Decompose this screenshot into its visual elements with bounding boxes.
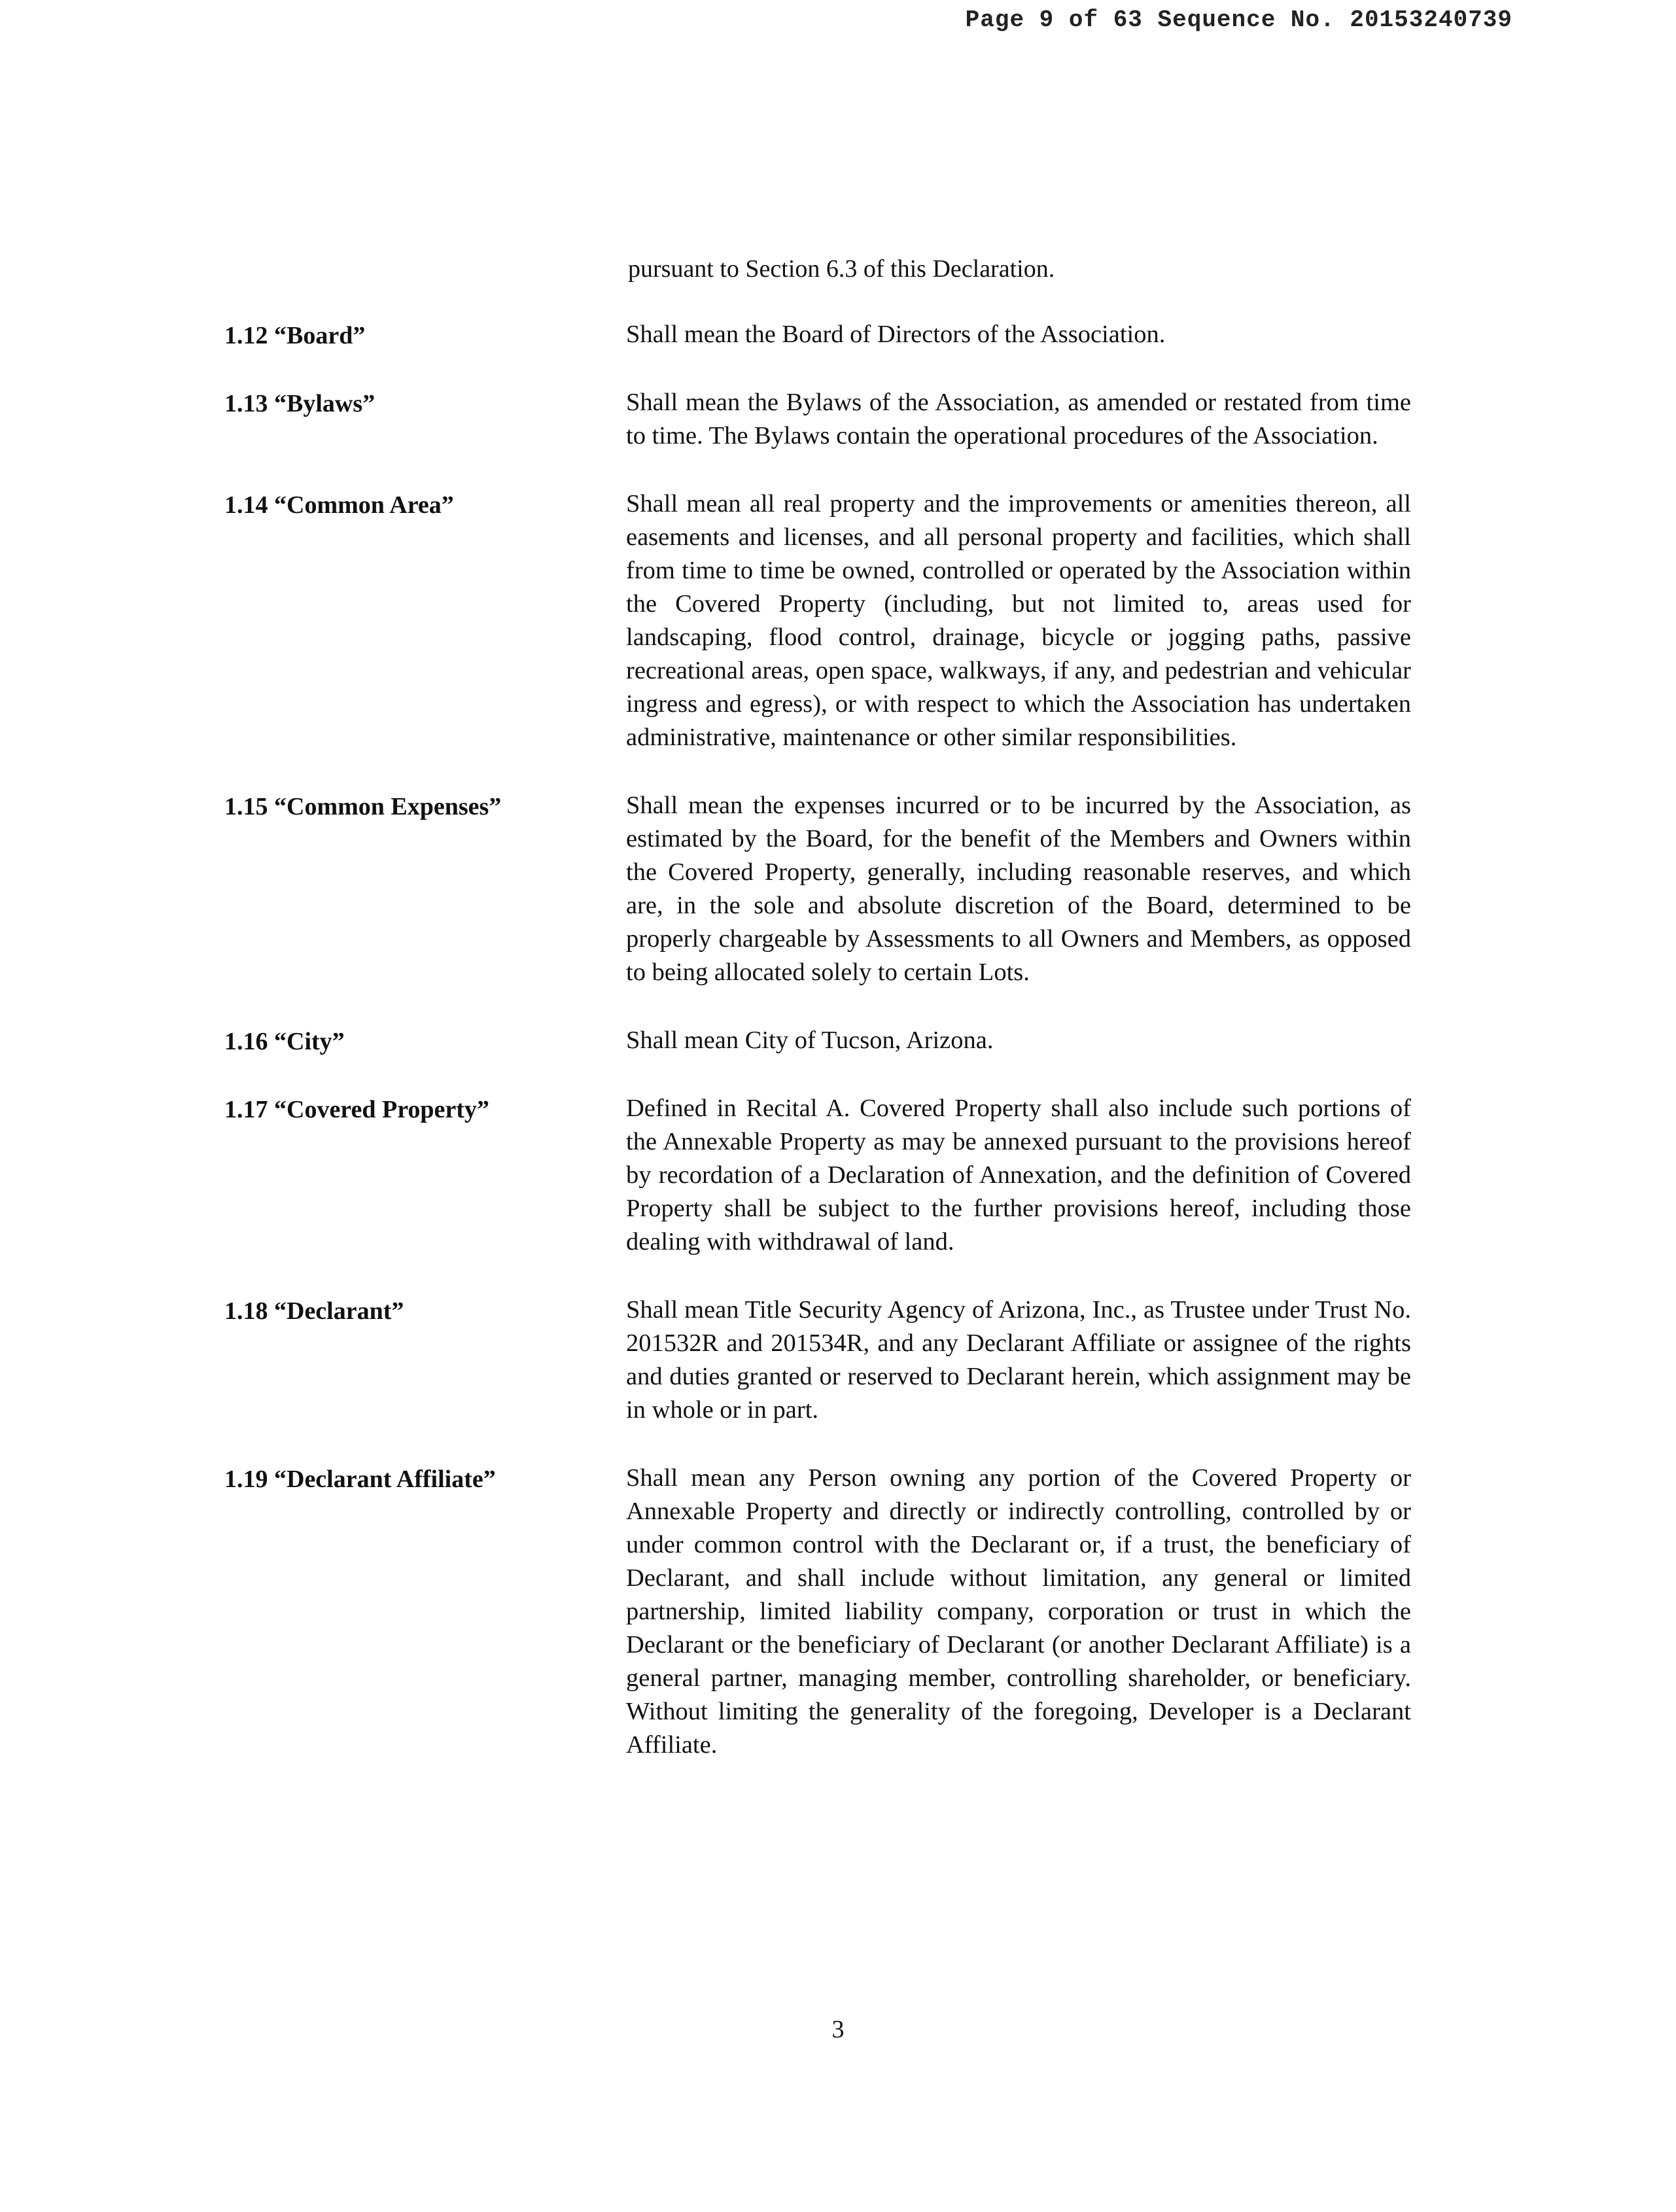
definition-1-14 <box>0 487 1676 754</box>
definition-1-19 <box>0 1462 1676 1762</box>
definition-term: 1.16 “City” <box>224 1028 345 1055</box>
definition-1-18 <box>0 1293 1676 1427</box>
definition-term: 1.19 “Declarant Affiliate” <box>224 1466 496 1493</box>
page-number: 3 <box>831 2016 845 2043</box>
definition-text: Shall mean the Board of Directors of the Association. <box>626 321 1166 348</box>
definition-text: Shall mean all real property and the improvements or amenities thereon, all easements and licenses, and all personal property and facilities, which shall from time to time be owned, controlled or operated by the Association within the Covered Property (including, but not limited to, areas used for landscaping, flood control, drainage, bicycle or jogging paths, passive recreational areas, open space, walkways, if any, and pedestrian and vehicular ingress and egress), or with respect to which the Association has undertaken administrative, maintenance or other similar responsibilities. <box>626 490 1411 751</box>
definition-term: 1.17 “Covered Property” <box>224 1096 489 1123</box>
definition-term: 1.13 “Bylaws” <box>224 390 375 417</box>
definition-text: Shall mean the expenses incurred or to be incurred by the Association, as estimated by the Board, for the benefit of the Members and Owners within the Covered Property, generally, including reasonable reserves, and which are, in the sole and absolute discretion of the Board, determined to be properly chargeable by Assessments to all Owners and Members, as opposed to being allocated solely to certain Lots. <box>626 792 1411 986</box>
definition-1-17 <box>0 1092 1676 1259</box>
definition-1-12 <box>0 318 1676 351</box>
definition-text: Shall mean City of Tucson, Arizona. <box>626 1027 994 1054</box>
definition-text: Defined in Recital A. Covered Property shall also include such portions of the Annexable Property as may be annexed pursuant to the provisions hereof by recordation of a Declaration of Annexation, and the definition of Covered Property shall be subject to the further provisions hereof, including those dealing with withdrawal of land. <box>626 1095 1411 1255</box>
definition-term: 1.14 “Common Area” <box>224 491 454 519</box>
definition-term: 1.18 “Declarant” <box>224 1297 404 1325</box>
definitions-list <box>0 318 1676 1797</box>
definition-1-16 <box>0 1024 1676 1057</box>
recording-page-stamp: Page 9 of 63 Sequence No. 20153240739 <box>965 7 1512 33</box>
definition-term: 1.12 “Board” <box>224 322 366 349</box>
definition-text: Shall mean Title Security Agency of Arizona, Inc., as Trustee under Trust No. 201532R and 201534R, and any Declarant Affiliate or assignee of the rights and duties granted or reserved to Declarant herein, which assignment may be in whole or in part. <box>626 1296 1411 1424</box>
definition-1-13 <box>0 386 1676 453</box>
continuation-text: pursuant to Section 6.3 of this Declaration. <box>628 255 1055 283</box>
definition-text: Shall mean any Person owning any portion of the Covered Property or Annexable Property and directly or indirectly controlling, controlled by or under common control with the Declarant or, if a trust, the beneficiary of Declarant, and shall include without limitation, any general or limited partnership, limited liability company, corporation or trust in which the Declarant or the beneficiary of Declarant (or another Declarant Affiliate) is a general partner, managing member, controlling shareholder, or beneficiary. Without limiting the generality of the foregoing, Developer is a Declarant Affiliate. <box>626 1464 1411 1759</box>
definition-term: 1.15 “Common Expenses” <box>224 793 502 820</box>
definition-text: Shall mean the Bylaws of the Association, as amended or restated from time to time. The Bylaws contain the operational procedures of the Association. <box>626 389 1411 449</box>
definition-1-15 <box>0 789 1676 989</box>
